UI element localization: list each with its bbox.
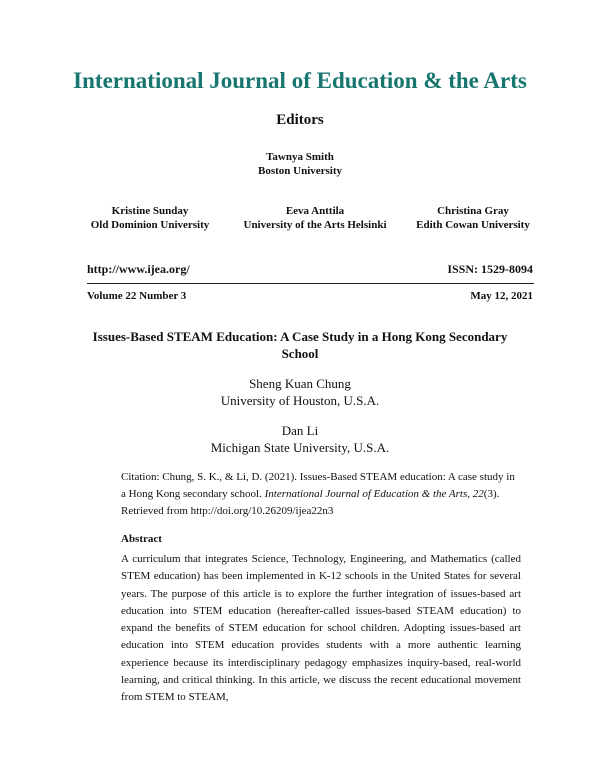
abstract-body: A curriculum that integrates Science, Technology, Engineering, and Mathematics (called STEM education) has been implemented in K-12 schools in the United States for several years. The purpose of this article is to explore the further integration of issues-based art education into STEM education (hereafter-called issues-based STEAM education) to expand the benefits of STEM education for school children. Adopting issues-based art education into STEM education provides students with a more authentic learning experience because its interdisciplinary pedagogy emphasizes inquiry-based, real-world learning, and critical thinking. In this article, we discuss the recent educational movement from STEM to STEAM, bbox=[121, 553, 521, 704]
author-name: Dan Li bbox=[281, 423, 319, 438]
header-divider bbox=[87, 283, 534, 284]
editor-affiliation: Old Dominion University bbox=[90, 219, 210, 231]
journal-title: International Journal of Education & the Arts bbox=[73, 68, 527, 93]
journal-url-link[interactable]: http://www.ijea.org/ bbox=[87, 262, 190, 276]
publication-date: May 12, 2021 bbox=[470, 290, 533, 302]
author-affiliation: University of Houston, U.S.A. bbox=[220, 393, 380, 408]
editor-left bbox=[70, 204, 230, 232]
editor-name: Tawnya Smith bbox=[266, 151, 334, 163]
issn: ISSN: 1529-8094 bbox=[447, 262, 533, 276]
author-block bbox=[0, 375, 600, 409]
citation bbox=[121, 469, 521, 520]
citation-volume: 22 bbox=[472, 488, 484, 500]
article-title: Issues-Based STEAM Education: A Case Study in a Hong Kong Secondary School bbox=[92, 329, 508, 361]
citation-prefix: Citation: Chung, S. K., & Li, D. (2021). Issues-Based STEAM education: A case study in a Hong Kong secondary school. bbox=[121, 471, 515, 500]
author-affiliation: Michigan State University, U.S.A. bbox=[210, 440, 390, 455]
author-name: Sheng Kuan Chung bbox=[249, 376, 351, 391]
editor-main bbox=[0, 150, 600, 178]
citation-separator: , bbox=[467, 488, 471, 500]
author-block bbox=[0, 422, 600, 456]
editors-heading: Editors bbox=[276, 112, 324, 128]
editor-name: Christina Gray bbox=[437, 205, 509, 217]
volume-number: Volume 22 Number 3 bbox=[87, 290, 187, 302]
abstract-heading: Abstract bbox=[121, 533, 162, 545]
editor-affiliation: Boston University bbox=[257, 165, 343, 177]
editor-right bbox=[398, 204, 548, 232]
editor-affiliation: University of the Arts Helsinki bbox=[243, 219, 387, 231]
citation-suffix: (3). Retrieved from http://doi.org/10.26209/ijea22n3 bbox=[121, 488, 500, 517]
editor-middle bbox=[225, 204, 405, 232]
editor-name: Kristine Sunday bbox=[111, 205, 189, 217]
editor-name: Eeva Anttila bbox=[285, 205, 345, 217]
citation-journal: International Journal of Education & the Arts bbox=[264, 488, 468, 500]
editor-affiliation: Edith Cowan University bbox=[416, 219, 530, 231]
